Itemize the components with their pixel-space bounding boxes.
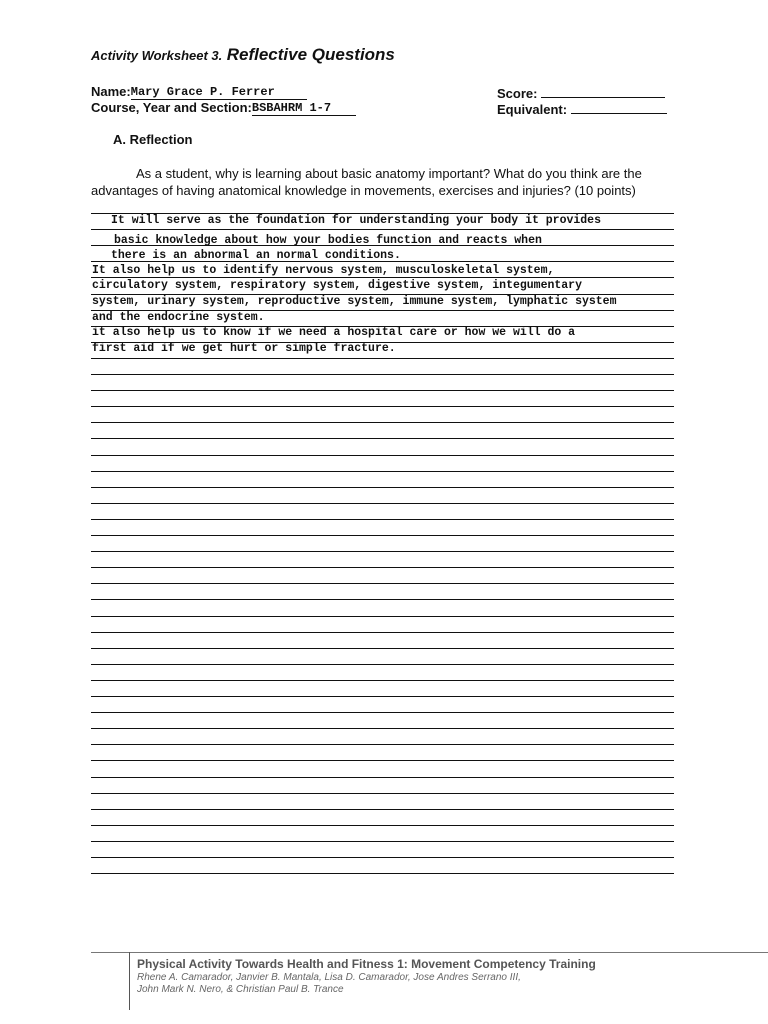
- answer-rule-line: [91, 487, 674, 488]
- answer-rule-line: [91, 455, 674, 456]
- question-text: [91, 165, 691, 199]
- answer-rule-line: [91, 825, 674, 826]
- answer-rule-line: [91, 809, 674, 810]
- worksheet-title: [91, 45, 395, 65]
- footer-vertical-rule: [129, 952, 130, 1010]
- answer-rule-line: [91, 616, 674, 617]
- course-label: Course, Year and Section:: [91, 100, 252, 115]
- answer-rule-line: [91, 277, 674, 278]
- answer-rule-line: [91, 664, 674, 665]
- question-line-2: advantages of having anatomical knowledge in movements, exercises and injuries? (10 points): [91, 183, 636, 198]
- worksheet-prefix: Activity Worksheet 3.: [91, 48, 223, 63]
- footer-divider: [91, 952, 768, 953]
- answer-rule-line: [91, 503, 674, 504]
- answer-rule-line: [91, 438, 674, 439]
- name-field[interactable]: Mary Grace P. Ferrer: [131, 86, 307, 100]
- answer-rule-line: [91, 873, 674, 874]
- equivalent-row: [497, 101, 667, 117]
- footer-authors-2: John Mark N. Nero, & Christian Paul B. Trance: [137, 984, 344, 995]
- answer-line: it also help us to know if we need a hospital care or how we will do a: [92, 326, 576, 339]
- answer-rule-line: [91, 648, 674, 649]
- name-row: [91, 84, 307, 100]
- answer-rule-line: [91, 680, 674, 681]
- score-label: Score:: [497, 86, 538, 101]
- score-row: [497, 85, 665, 101]
- course-field[interactable]: BSBAHRM 1-7: [252, 102, 356, 116]
- answer-rule-line: [91, 567, 674, 568]
- section-heading: A. Reflection: [113, 132, 193, 147]
- answer-rule-line: [91, 599, 674, 600]
- answer-rule-line: [91, 551, 674, 552]
- equivalent-label: Equivalent:: [497, 102, 568, 117]
- answer-rule-line: [91, 358, 674, 359]
- answer-rule-line: [91, 471, 674, 472]
- answer-rule-line: [91, 712, 674, 713]
- answer-line: It also help us to identify nervous system, musculoskeletal system,: [92, 264, 555, 277]
- question-line-1: As a student, why is learning about basic anatomy important? What do you think are the: [136, 166, 642, 181]
- name-label: Name:: [91, 84, 131, 99]
- answer-line: basic knowledge about how your bodies function and reacts when: [114, 234, 542, 247]
- answer-line: It will serve as the foundation for understanding your body it provides: [111, 214, 601, 227]
- course-row: [91, 100, 356, 116]
- answer-rule-line: [91, 744, 674, 745]
- answer-rule-line: [91, 374, 674, 375]
- answer-rule-line: [91, 696, 674, 697]
- answer-rule-line: [91, 728, 674, 729]
- answer-rule-line: [91, 535, 674, 536]
- answer-line: system, urinary system, reproductive system, immune system, lymphatic system: [92, 295, 617, 308]
- answer-rule-line: [91, 632, 674, 633]
- score-field[interactable]: [541, 85, 665, 98]
- answer-rule-line: [91, 760, 674, 761]
- answer-line: there is an abnormal an normal conditions.: [111, 249, 401, 262]
- answer-rule-line: [91, 390, 674, 391]
- answer-line: circulatory system, respiratory system, digestive system, integumentary: [92, 279, 582, 292]
- answer-line: first aid if we get hurt or simple fracture.: [92, 342, 396, 355]
- answer-rule-line: [91, 583, 674, 584]
- footer-title: Physical Activity Towards Health and Fitness 1: Movement Competency Training: [137, 957, 596, 971]
- answer-rule-line: [91, 841, 674, 842]
- answer-rule-line: [91, 422, 674, 423]
- answer-rule-line: [91, 857, 674, 858]
- worksheet-heading: Reflective Questions: [226, 45, 395, 64]
- answer-rule-line: [91, 777, 674, 778]
- answer-rule-line: [91, 793, 674, 794]
- answer-line: and the endocrine system.: [92, 311, 265, 324]
- equivalent-field[interactable]: [571, 101, 667, 114]
- answer-rule-line: [91, 229, 674, 230]
- footer-authors-1: Rhene A. Camarador, Janvier B. Mantala, Lisa D. Camarador, Jose Andres Serrano III,: [137, 972, 521, 983]
- answer-rule-line: [91, 406, 674, 407]
- answer-rule-line: [91, 519, 674, 520]
